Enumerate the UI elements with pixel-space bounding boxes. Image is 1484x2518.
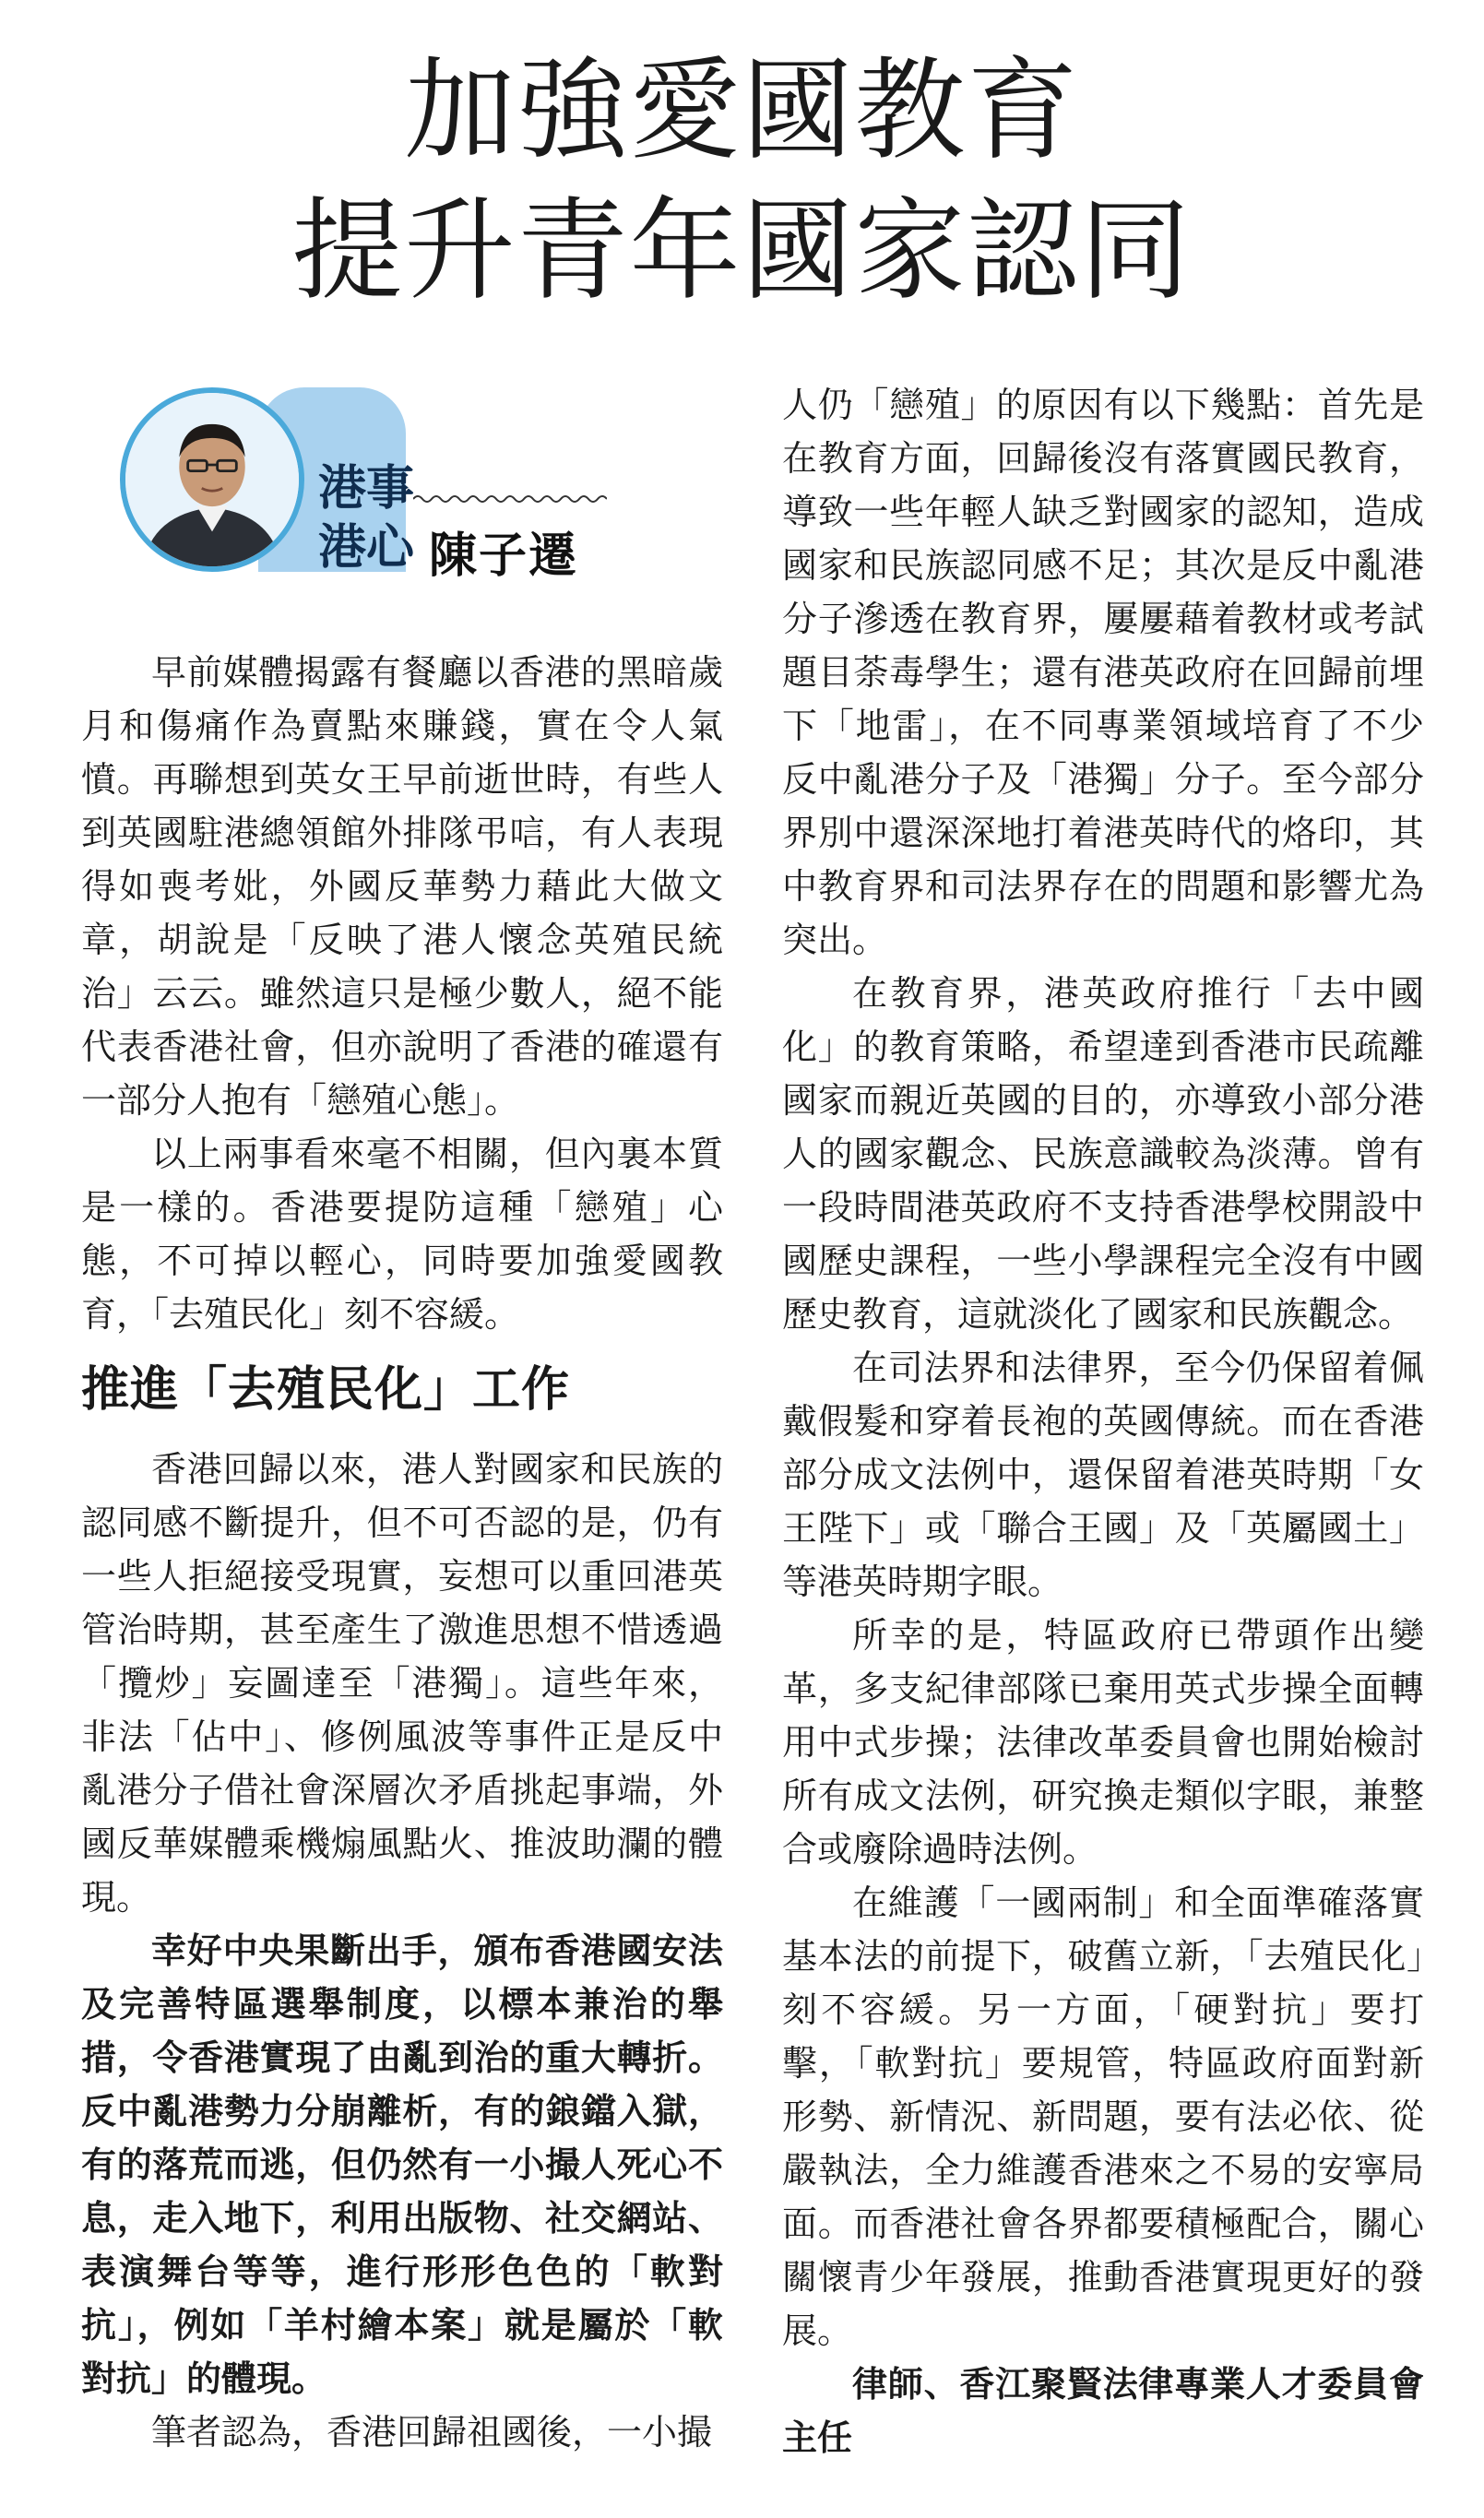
paragraph: 以上兩事看來毫不相關，但內裏本質是一樣的。香港要提防這種「戀殖」心態，不可掉以輕心，同時要加強愛國教育，「去殖民化」刻不容緩。 (81, 1134, 723, 1335)
paragraph: 在維護「一國兩制」和全面準確落實基本法的前提下，破舊立新，「去殖民化」刻不容緩。另一方面，「硬對抗」要打擊，「軟對抗」要規管，特區政府面對新形勢、新情況、新問題，要有法必依、從嚴執法，全力維護香港來之不易的安寧局面。而香港社會各界都要積極配合，關心關懷青少年發展，推動香港實現更好的發展。 (782, 1883, 1424, 2351)
article-title (0, 47, 1484, 315)
paragraph: 在教育界，港英政府推行「去中國化」的教育策略，希望達到香港市民疏離國家而親近英國的目的，亦導致小部分港人的國家觀念、民族意識較為淡薄。曾有一段時間港英政府不支持香港學校開設中國歷史課程，一些小學課程完全沒有中國歷史教育，這就淡化了國家和民族觀念。 (782, 973, 1424, 1335)
author-avatar (120, 387, 304, 572)
paragraph: 所幸的是，特區政府已帶頭作出變革，多支紀律部隊已棄用英式步操全面轉用中式步操；法律改革委員會也開始檢討所有成文法例，研究換走類似字眼，兼整合或廢除過時法例。 (782, 1615, 1424, 1870)
author-portrait-icon (125, 393, 299, 566)
title-line-2: 提升青年國家認同 (291, 187, 1193, 315)
paragraph: 早前媒體揭露有餐廳以香港的黑暗歲月和傷痛作為賣點來賺錢，實在令人氣憤。再聯想到英女王早前逝世時，有些人到英國駐港總領館外排隊弔唁，有人表現得如喪考妣，外國反華勢力藉此大做文章，胡說是「反映了港人懷念英殖民統治」云云。雖然這只是極少數人，絕不能代表香港社會，但亦說明了香港的確還有一部分人抱有「戀殖心態」。 (81, 652, 723, 1121)
author-signature: 律師、香江聚賢法律專業人才委員會主任 (782, 2364, 1424, 2458)
paragraph: 人仍「戀殖」的原因有以下幾點：首先是在教育方面，回歸後沒有落實國民教育，導致一些年輕人缺乏對國家的認知，造成國家和民族認同感不足；其次是反中亂港分子滲透在教育界，屢屢藉着教材或考試題目荼毒學生；還有港英政府在回歸前埋下「地雷」，在不同專業領域培育了不少反中亂港分子及「港獨」分子。至今部分界別中還深深地打着港英時代的烙印，其中教育界和司法界存在的問題和影響尤為突出。 (782, 385, 1424, 960)
paragraph: 在司法界和法律界，至今仍保留着佩戴假髮和穿着長袍的英國傳統。而在香港部分成文法例中，還保留着港英時期「女王陛下」或「聯合王國」及「英屬國土」等港英時期字眼。 (782, 1348, 1424, 1602)
section-heading: 推進「去殖民化」工作 (81, 1361, 571, 1418)
right-text-column (782, 378, 1424, 2465)
wavy-divider (413, 493, 607, 505)
bold-paragraph: 幸好中央果斷出手，頒布香港國安法及完善特區選舉制度，以標本兼治的舉措，令香港實現了由亂到治的重大轉折。反中亂港勢力分崩離析，有的鋃鐺入獄，有的落荒而逃，但仍然有一小撮人死心不息，走入地下，利用出版物、社交網站、表演舞台等等，進行形形色色的「軟對抗」，例如「羊村繪本案」就是屬於「軟對抗」的體現。 (81, 1930, 723, 2399)
title-line-1: 加強愛國教育 (404, 47, 1080, 175)
paragraph: 筆者認為，香港回歸祖國後，一小撮 (151, 2412, 713, 2453)
left-text-column (81, 646, 723, 2459)
column-name: 港事港心 (318, 460, 415, 576)
paragraph: 香港回歸以來，港人對國家和民族的認同感不斷提升，但不可否認的是，仍有一些人拒絕接受現實，妄想可以重回港英管治時期，甚至產生了激進思想不惜透過「攬炒」妄圖達至「港獨」。這些年來，非法「佔中」、修例風波等事件正是反中亂港分子借社會深層次矛盾挑起事端，外國反華媒體乘機煽風點火、推波助瀾的體現。 (81, 1449, 723, 1918)
column-header (120, 387, 600, 584)
author-name: 陳子遷 (429, 528, 579, 584)
